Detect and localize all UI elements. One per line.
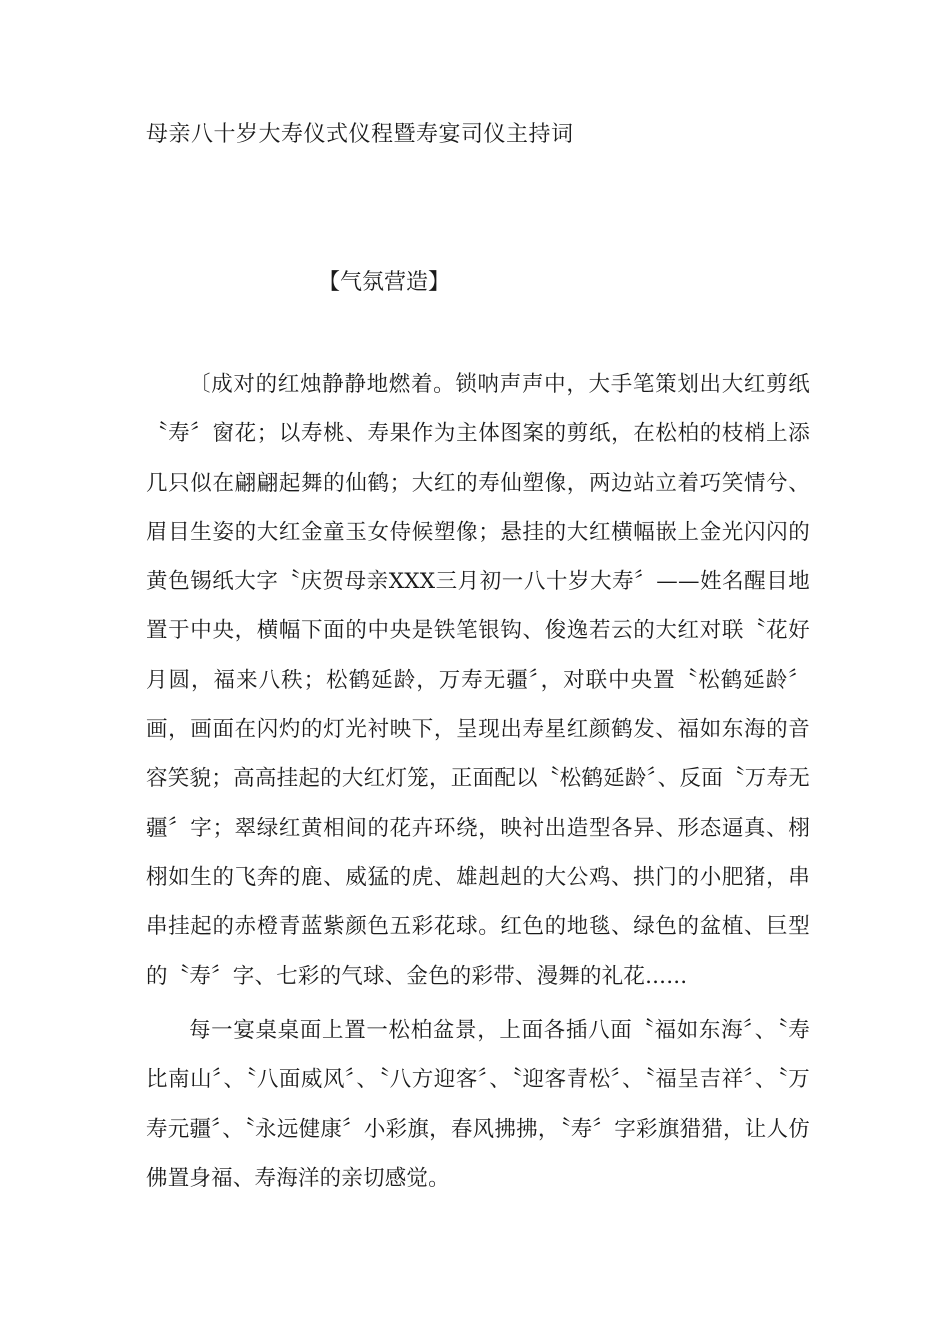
document-title: 母亲八十岁大寿仪式仪程暨寿宴司仪主持词 xyxy=(146,122,574,147)
paragraph-atmosphere-description: 〔成对的红烛静静地燃着。锁呐声声中，大手笔策划出大红剪纸〝寿〞窗花；以寿桃、寿果作为主体图案的剪纸，在松柏的枝梢上添几只似在翩翩起舞的仙鹤；大红的寿仙塑像，两边站立着巧笑情兮、眉目生姿的大红金童玉女侍候塑像；悬挂的大红横幅嵌上金光闪闪的黄色锡纸大字〝庆贺母亲XXX三月初一八十岁大寿〞——姓名醒目地置于中央，横幅下面的中央是铁笔银钩、俊逸若云的大红对联〝花好月圆，福来八秩；松鹤延龄，万寿无疆〞，对联中央置〝松鹤延龄〞画，画面在闪灼的灯光衬映下，呈现出寿星红颜鹤发、福如东海的音容笑貌；高高挂起的大红灯笼，正面配以〝松鹤延龄〞、反面〝万寿无疆〞字；翠绿红黄相间的花卉环绕，映衬出造型各异、形态逼真、栩栩如生的飞奔的鹿、威猛的虎、雄赳赳的大公鸡、拱门的小肥猪，串串挂起的赤橙青蓝紫颜色五彩花球。红色的地毯、绿色的盆植、巨型的〝寿〞字、七彩的气球、金色的彩带、漫舞的礼花...... xyxy=(146,372,810,989)
section-heading: 【气氛营造】 xyxy=(318,270,451,295)
paragraph-table-decoration: 每一宴桌桌面上置一松柏盆景，上面各插八面〝福如东海〞、〝寿比南山〞、〝八面威风〞、〝八方迎客〞、〝迎客青松〞、〝福呈吉祥〞、〝万寿元疆〞、〝永远健康〞小彩旗，春风拂拂，〝寿〞字彩旗猎猎，让人仿佛置身福、寿海洋的亲切感觉。 xyxy=(146,1018,810,1191)
